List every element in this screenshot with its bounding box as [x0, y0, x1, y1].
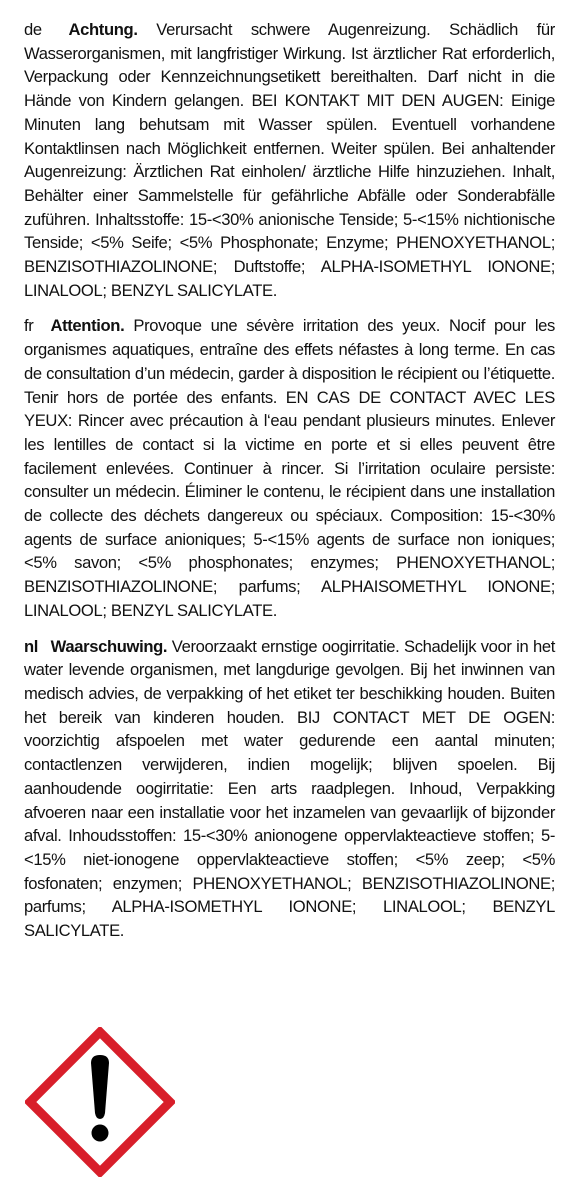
section-de	[24, 18, 555, 302]
hazard-text: Veroorzaakt ernstige oogirritatie. Schadelijk voor in het water levende organismen, met langdurige gevolgen. Bij het inwinnen van medisch advies, de verpakking of het etiket ter beschikking houden. Buiten het bereik van kinderen houden. BIJ CONTACT MET DE OGEN: voorzichtig afspoelen met water gedurende een aantal minuten; contactlenzen verwijderen, indien mogelijk; blijven spoelen. Bij aanhoudende oogirritatie: Een arts raadplegen. Inhoud, Verpakking afvoeren naar een installatie voor het inzamelen van gevaarlijk of bijzonder afval. Inhoudsstoffen: 15-<30% anionogene oppervlakteactieve stoffen; 5-<15% niet-ionogene oppervlakteactieve stoffen; <5% zeep; <5% fosfonaten; enzymen; PHENOXYETHANOL; BENZISOTHIAZOLINONE; parfums; ALPHA-ISOMETHYL IONONE; LINALOOL; BENZYL SALICYLATE.	[24, 636, 555, 941]
signal-word: Waarschuwing.	[50, 636, 168, 656]
signal-word: Attention.	[50, 316, 125, 336]
section-nl	[24, 635, 555, 943]
exclamation-dot	[92, 1125, 109, 1142]
ghs07-exclamation-mark-icon	[25, 1027, 175, 1177]
safety-label-text	[24, 18, 555, 955]
language-code: fr	[24, 316, 34, 336]
signal-word: Achtung.	[68, 20, 138, 39]
hazard-text: Provoque une sévère irritation des yeux. Nocif pour les organismes aquatiques, entraîne des effets néfastes à long terme. En cas de consultation d’un médecin, garder à disposition le récipient ou l’étiquette. Tenir hors de portée des enfants. EN CAS DE CONTACT AVEC LES YEUX: Rincer avec précaution à l‘eau pendant plusieurs minutes. Enlever les lentilles de contact si la victime en porte et si elles peuvent être facilement enlevées. Continuer à rincer. Si l’irritation oculaire persiste: consulter un médecin. Éliminer le contenu, le récipient dans une installation de collecte des déchets dangereux ou spéciaux. Composition: 15-<30% agents de surface anioniques; 5-<15% agents de surface non ioniques; <5% savon; <5% phosphonates; enzymes; PHENOXYETHANOL; BENZISOTHIAZOLINONE; parfums; ALPHAISOMETHYL IONONE; LINALOOL; BENZYL SALICYLATE.	[24, 316, 556, 620]
hazard-text: Verursacht schwere Augenreizung. Schädlich für Wasserorganismen, mit langfristiger Wirkung. Ist ärztlicher Rat erforderlich, Verpackung oder Kennzeichnungsetikett bereithalten. Darf nicht in die Hände von Kindern gelangen. BEI KONTAKT MIT DEN AUGEN: Einige Minuten lang behutsam mit Wasser spülen. Eventuell vorhandene Kontaktlinsen nach Möglichkeit entfernen. Weiter spülen. Bei anhaltender Augenreizung: Ärztlichen Rat einholen/ ärztliche Hilfe hinzuziehen. Inhalt, Behälter einer Sammelstelle für gefährliche Abfälle oder Sonderabfälle zuführen. Inhaltsstoffe: 15-<30% anionische Tenside; 5-<15% nichtionische Tenside; <5% Seife; <5% Phosphonate; Enzyme; PHENOXYETHANOL; BENZISOTHIAZOLINONE; Duftstoffe; ALPHA-ISOMETHYL IONONE; LINALOOL; BENZYL SALICYLATE.	[24, 20, 555, 300]
language-code: de	[24, 20, 42, 39]
section-fr	[24, 314, 555, 622]
language-code: nl	[24, 636, 39, 656]
